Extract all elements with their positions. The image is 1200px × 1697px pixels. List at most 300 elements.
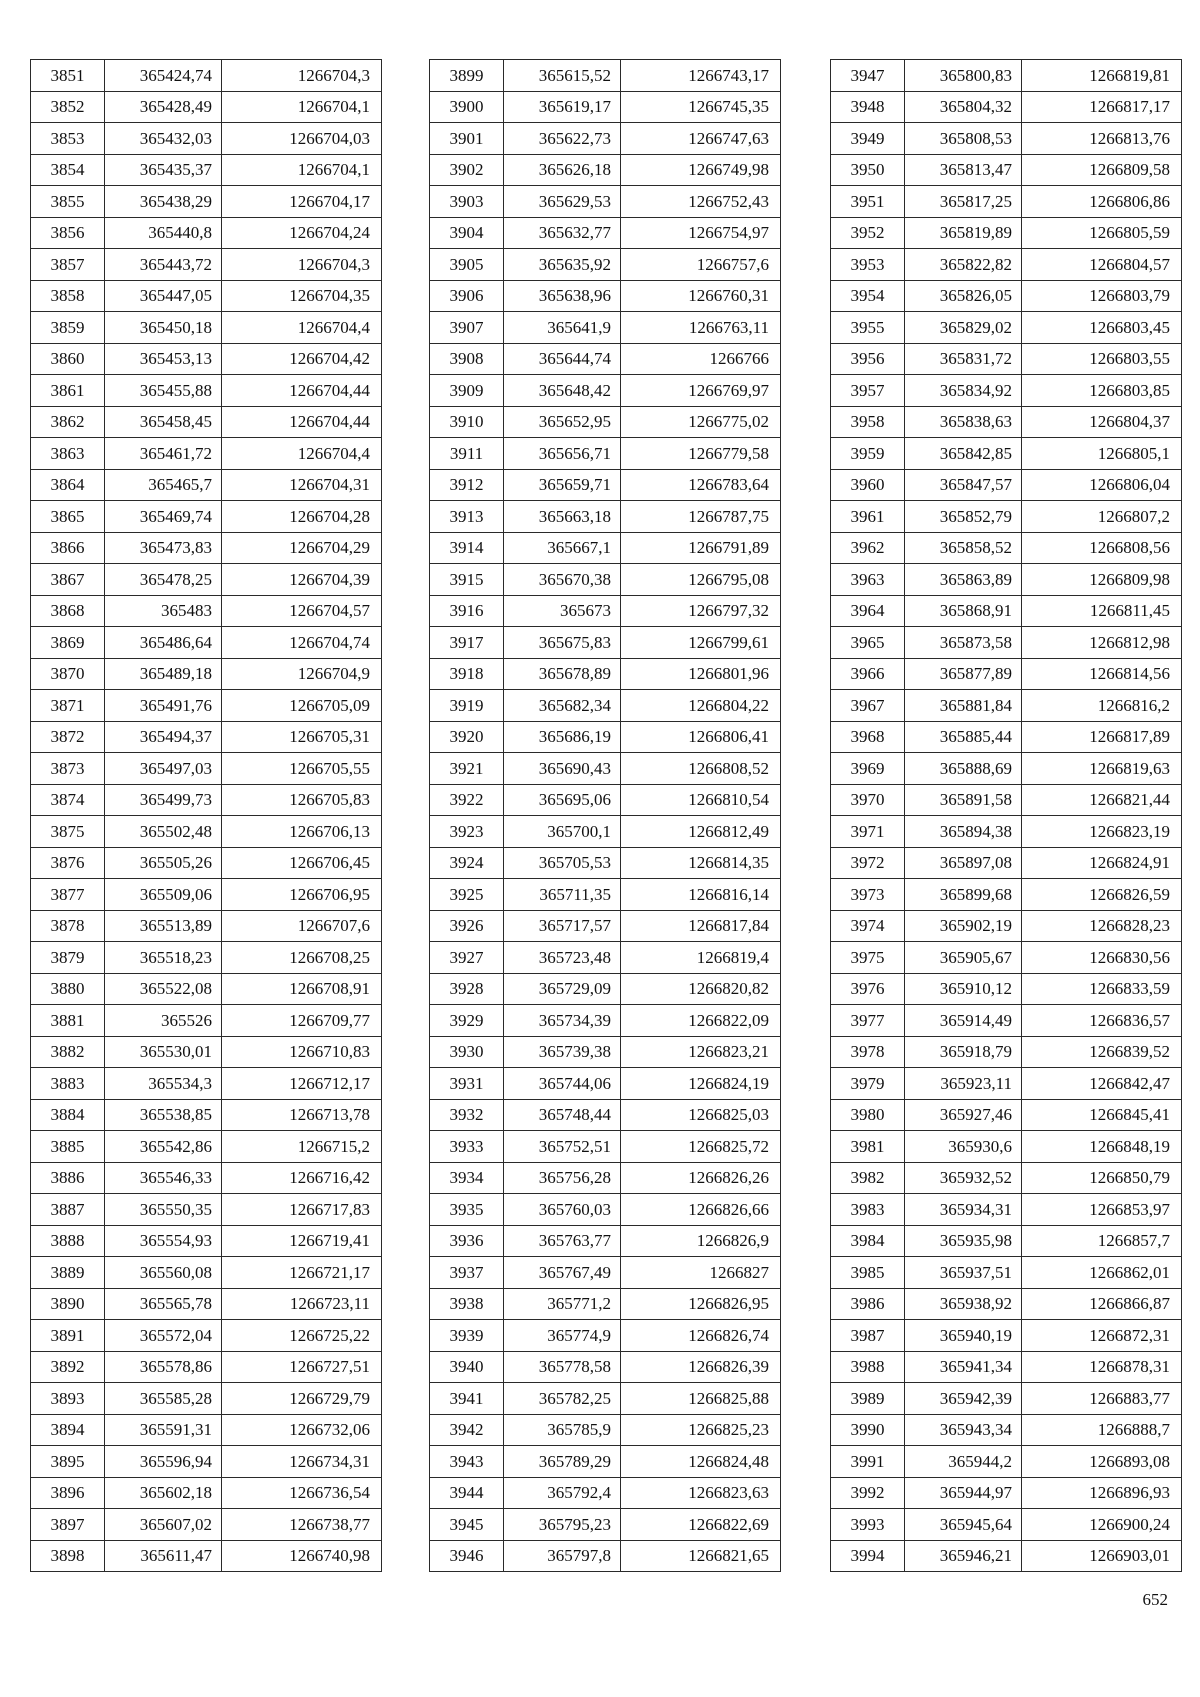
- page-number: 652: [1142, 1590, 1168, 1609]
- point-number-cell: 3868: [31, 595, 105, 627]
- point-number-cell: 3900: [430, 91, 504, 123]
- y-coordinate-cell: 1266803,85: [1022, 375, 1182, 407]
- y-coordinate-cell: 1266704,1: [222, 154, 382, 186]
- table-row: [31, 1477, 382, 1509]
- x-coordinate-cell: 365734,39: [504, 1005, 621, 1037]
- x-coordinate-cell: 365705,53: [504, 847, 621, 879]
- table-row: [31, 658, 382, 690]
- table-row: [430, 406, 781, 438]
- table-row: [831, 375, 1182, 407]
- y-coordinate-cell: 1266803,79: [1022, 280, 1182, 312]
- y-coordinate-cell: 1266729,79: [222, 1383, 382, 1415]
- point-number-cell: 3974: [831, 910, 905, 942]
- x-coordinate-cell: 365522,08: [105, 973, 222, 1005]
- table-row: [31, 501, 382, 533]
- point-number-cell: 3919: [430, 690, 504, 722]
- point-number-cell: 3930: [430, 1036, 504, 1068]
- table-row: [831, 847, 1182, 879]
- table-row: [430, 627, 781, 659]
- point-number-cell: 3887: [31, 1194, 105, 1226]
- table-row: [831, 1068, 1182, 1100]
- table-row: [31, 1509, 382, 1541]
- x-coordinate-cell: 365945,64: [905, 1509, 1022, 1541]
- table-row: [31, 186, 382, 218]
- y-coordinate-cell: 1266812,98: [1022, 627, 1182, 659]
- y-coordinate-cell: 1266704,4: [222, 438, 382, 470]
- y-coordinate-cell: 1266763,11: [621, 312, 781, 344]
- table-row: [831, 312, 1182, 344]
- point-number-cell: 3880: [31, 973, 105, 1005]
- x-coordinate-cell: 365800,83: [905, 60, 1022, 92]
- x-coordinate-cell: 365499,73: [105, 784, 222, 816]
- point-number-cell: 3972: [831, 847, 905, 879]
- y-coordinate-cell: 1266704,3: [222, 60, 382, 92]
- table-row: [831, 1509, 1182, 1541]
- y-coordinate-cell: 1266727,51: [222, 1351, 382, 1383]
- x-coordinate-cell: 365918,79: [905, 1036, 1022, 1068]
- x-coordinate-cell: 365852,79: [905, 501, 1022, 533]
- point-number-cell: 3853: [31, 123, 105, 155]
- x-coordinate-cell: 365675,83: [504, 627, 621, 659]
- table-row: [430, 60, 781, 92]
- y-coordinate-cell: 1266716,42: [222, 1162, 382, 1194]
- y-coordinate-cell: 1266717,83: [222, 1194, 382, 1226]
- y-coordinate-cell: 1266760,31: [621, 280, 781, 312]
- table-row: [831, 1036, 1182, 1068]
- y-coordinate-cell: 1266704,3: [222, 249, 382, 281]
- point-number-cell: 3976: [831, 973, 905, 1005]
- y-coordinate-cell: 1266848,19: [1022, 1131, 1182, 1163]
- point-number-cell: 3896: [31, 1477, 105, 1509]
- table-row: [430, 1194, 781, 1226]
- point-number-cell: 3875: [31, 816, 105, 848]
- table-row: [430, 1099, 781, 1131]
- table-row: [831, 1005, 1182, 1037]
- table-row: [31, 690, 382, 722]
- table-row: [31, 721, 382, 753]
- x-coordinate-cell: 365438,29: [105, 186, 222, 218]
- table-row: [831, 532, 1182, 564]
- table-row: [831, 910, 1182, 942]
- y-coordinate-cell: 1266712,17: [222, 1068, 382, 1100]
- point-number-cell: 3892: [31, 1351, 105, 1383]
- point-number-cell: 3971: [831, 816, 905, 848]
- x-coordinate-cell: 365428,49: [105, 91, 222, 123]
- x-coordinate-cell: 365542,86: [105, 1131, 222, 1163]
- point-number-cell: 3929: [430, 1005, 504, 1037]
- coordinate-table-body: [430, 60, 781, 1572]
- x-coordinate-cell: 365752,51: [504, 1131, 621, 1163]
- table-row: [831, 690, 1182, 722]
- point-number-cell: 3926: [430, 910, 504, 942]
- x-coordinate-cell: 365489,18: [105, 658, 222, 690]
- y-coordinate-cell: 1266705,09: [222, 690, 382, 722]
- point-number-cell: 3947: [831, 60, 905, 92]
- y-coordinate-cell: 1266883,77: [1022, 1383, 1182, 1415]
- table-row: [430, 280, 781, 312]
- y-coordinate-cell: 1266766: [621, 343, 781, 375]
- point-number-cell: 3964: [831, 595, 905, 627]
- x-coordinate-cell: 365927,46: [905, 1099, 1022, 1131]
- table-row: [31, 1320, 382, 1352]
- table-row: [430, 721, 781, 753]
- point-number-cell: 3938: [430, 1288, 504, 1320]
- point-number-cell: 3953: [831, 249, 905, 281]
- y-coordinate-cell: 1266839,52: [1022, 1036, 1182, 1068]
- y-coordinate-cell: 1266808,56: [1022, 532, 1182, 564]
- y-coordinate-cell: 1266817,17: [1022, 91, 1182, 123]
- point-number-cell: 3957: [831, 375, 905, 407]
- x-coordinate-cell: 365914,49: [905, 1005, 1022, 1037]
- point-number-cell: 3980: [831, 1099, 905, 1131]
- x-coordinate-cell: 365930,6: [905, 1131, 1022, 1163]
- x-coordinate-cell: 365899,68: [905, 879, 1022, 911]
- x-coordinate-cell: 365635,92: [504, 249, 621, 281]
- x-coordinate-cell: 365910,12: [905, 973, 1022, 1005]
- x-coordinate-cell: 365935,98: [905, 1225, 1022, 1257]
- y-coordinate-cell: 1266821,65: [621, 1540, 781, 1572]
- y-coordinate-cell: 1266805,1: [1022, 438, 1182, 470]
- y-coordinate-cell: 1266779,58: [621, 438, 781, 470]
- point-number-cell: 3918: [430, 658, 504, 690]
- table-row: [31, 1131, 382, 1163]
- table-row: [31, 1540, 382, 1572]
- y-coordinate-cell: 1266787,75: [621, 501, 781, 533]
- point-number-cell: 3897: [31, 1509, 105, 1541]
- table-row: [831, 469, 1182, 501]
- table-row: [31, 973, 382, 1005]
- point-number-cell: 3922: [430, 784, 504, 816]
- x-coordinate-cell: 365538,85: [105, 1099, 222, 1131]
- x-coordinate-cell: 365937,51: [905, 1257, 1022, 1289]
- point-number-cell: 3927: [430, 942, 504, 974]
- y-coordinate-cell: 1266743,17: [621, 60, 781, 92]
- point-number-cell: 3973: [831, 879, 905, 911]
- y-coordinate-cell: 1266704,44: [222, 375, 382, 407]
- point-number-cell: 3860: [31, 343, 105, 375]
- x-coordinate-cell: 365834,92: [905, 375, 1022, 407]
- point-number-cell: 3928: [430, 973, 504, 1005]
- table-row: [430, 154, 781, 186]
- point-number-cell: 3899: [430, 60, 504, 92]
- y-coordinate-cell: 1266797,32: [621, 595, 781, 627]
- x-coordinate-cell: 365478,25: [105, 564, 222, 596]
- y-coordinate-cell: 1266824,19: [621, 1068, 781, 1100]
- y-coordinate-cell: 1266826,9: [621, 1225, 781, 1257]
- point-number-cell: 3920: [430, 721, 504, 753]
- x-coordinate-cell: 365873,58: [905, 627, 1022, 659]
- x-coordinate-cell: 365453,13: [105, 343, 222, 375]
- x-coordinate-cell: 365942,39: [905, 1383, 1022, 1415]
- point-number-cell: 3923: [430, 816, 504, 848]
- x-coordinate-cell: 365632,77: [504, 217, 621, 249]
- x-coordinate-cell: 365711,35: [504, 879, 621, 911]
- x-coordinate-cell: 365622,73: [504, 123, 621, 155]
- point-number-cell: 3993: [831, 1509, 905, 1541]
- y-coordinate-cell: 1266866,87: [1022, 1288, 1182, 1320]
- y-coordinate-cell: 1266795,08: [621, 564, 781, 596]
- y-coordinate-cell: 1266805,59: [1022, 217, 1182, 249]
- y-coordinate-cell: 1266813,76: [1022, 123, 1182, 155]
- point-number-cell: 3962: [831, 532, 905, 564]
- table-row: [31, 1414, 382, 1446]
- x-coordinate-cell: 365447,05: [105, 280, 222, 312]
- table-row: [430, 186, 781, 218]
- y-coordinate-cell: 1266803,45: [1022, 312, 1182, 344]
- y-coordinate-cell: 1266704,57: [222, 595, 382, 627]
- x-coordinate-cell: 365888,69: [905, 753, 1022, 785]
- y-coordinate-cell: 1266769,97: [621, 375, 781, 407]
- point-number-cell: 3925: [430, 879, 504, 911]
- y-coordinate-cell: 1266806,04: [1022, 469, 1182, 501]
- x-coordinate-cell: 365494,37: [105, 721, 222, 753]
- y-coordinate-cell: 1266807,2: [1022, 501, 1182, 533]
- x-coordinate-cell: 365550,35: [105, 1194, 222, 1226]
- x-coordinate-cell: 365435,37: [105, 154, 222, 186]
- x-coordinate-cell: 365670,38: [504, 564, 621, 596]
- y-coordinate-cell: 1266819,4: [621, 942, 781, 974]
- y-coordinate-cell: 1266826,95: [621, 1288, 781, 1320]
- table-row: [430, 123, 781, 155]
- x-coordinate-cell: 365838,63: [905, 406, 1022, 438]
- point-number-cell: 3874: [31, 784, 105, 816]
- y-coordinate-cell: 1266842,47: [1022, 1068, 1182, 1100]
- y-coordinate-cell: 1266740,98: [222, 1540, 382, 1572]
- table-row: [430, 1509, 781, 1541]
- point-number-cell: 3908: [430, 343, 504, 375]
- y-coordinate-cell: 1266819,81: [1022, 60, 1182, 92]
- y-coordinate-cell: 1266705,55: [222, 753, 382, 785]
- point-number-cell: 3967: [831, 690, 905, 722]
- point-number-cell: 3946: [430, 1540, 504, 1572]
- y-coordinate-cell: 1266819,63: [1022, 753, 1182, 785]
- x-coordinate-cell: 365831,72: [905, 343, 1022, 375]
- point-number-cell: 3944: [430, 1477, 504, 1509]
- table-row: [430, 658, 781, 690]
- x-coordinate-cell: 365700,1: [504, 816, 621, 848]
- y-coordinate-cell: 1266709,77: [222, 1005, 382, 1037]
- coordinate-table-body: [831, 60, 1182, 1572]
- y-coordinate-cell: 1266825,03: [621, 1099, 781, 1131]
- y-coordinate-cell: 1266824,48: [621, 1446, 781, 1478]
- x-coordinate-cell: 365443,72: [105, 249, 222, 281]
- y-coordinate-cell: 1266749,98: [621, 154, 781, 186]
- y-coordinate-cell: 1266708,91: [222, 973, 382, 1005]
- table-row: [430, 343, 781, 375]
- y-coordinate-cell: 1266814,35: [621, 847, 781, 879]
- point-number-cell: 3968: [831, 721, 905, 753]
- point-number-cell: 3956: [831, 343, 905, 375]
- y-coordinate-cell: 1266823,63: [621, 1477, 781, 1509]
- x-coordinate-cell: 365729,09: [504, 973, 621, 1005]
- y-coordinate-cell: 1266826,39: [621, 1351, 781, 1383]
- point-number-cell: 3893: [31, 1383, 105, 1415]
- table-row: [831, 564, 1182, 596]
- point-number-cell: 3884: [31, 1099, 105, 1131]
- table-row: [831, 1099, 1182, 1131]
- y-coordinate-cell: 1266704,29: [222, 532, 382, 564]
- point-number-cell: 3955: [831, 312, 905, 344]
- y-coordinate-cell: 1266826,74: [621, 1320, 781, 1352]
- point-number-cell: 3911: [430, 438, 504, 470]
- point-number-cell: 3978: [831, 1036, 905, 1068]
- table-row: [831, 1225, 1182, 1257]
- y-coordinate-cell: 1266823,21: [621, 1036, 781, 1068]
- point-number-cell: 3894: [31, 1414, 105, 1446]
- point-number-cell: 3873: [31, 753, 105, 785]
- point-number-cell: 3932: [430, 1099, 504, 1131]
- y-coordinate-cell: 1266738,77: [222, 1509, 382, 1541]
- table-row: [831, 942, 1182, 974]
- x-coordinate-cell: 365455,88: [105, 375, 222, 407]
- x-coordinate-cell: 365629,53: [504, 186, 621, 218]
- point-number-cell: 3992: [831, 1477, 905, 1509]
- y-coordinate-cell: 1266826,66: [621, 1194, 781, 1226]
- x-coordinate-cell: 365518,23: [105, 942, 222, 974]
- table-row: [430, 1288, 781, 1320]
- x-coordinate-cell: 365785,9: [504, 1414, 621, 1446]
- table-row: [430, 879, 781, 911]
- point-number-cell: 3909: [430, 375, 504, 407]
- point-number-cell: 3904: [430, 217, 504, 249]
- table-row: [831, 627, 1182, 659]
- table-row: [831, 1257, 1182, 1289]
- table-row: [430, 564, 781, 596]
- table-row: [31, 1005, 382, 1037]
- table-row: [831, 123, 1182, 155]
- x-coordinate-cell: 365858,52: [905, 532, 1022, 564]
- point-number-cell: 3855: [31, 186, 105, 218]
- y-coordinate-cell: 1266775,02: [621, 406, 781, 438]
- y-coordinate-cell: 1266704,1: [222, 91, 382, 123]
- y-coordinate-cell: 1266833,59: [1022, 973, 1182, 1005]
- x-coordinate-cell: 365690,43: [504, 753, 621, 785]
- point-number-cell: 3902: [430, 154, 504, 186]
- x-coordinate-cell: 365905,67: [905, 942, 1022, 974]
- table-row: [31, 406, 382, 438]
- table-row: [430, 942, 781, 974]
- point-number-cell: 3869: [31, 627, 105, 659]
- y-coordinate-cell: 1266857,7: [1022, 1225, 1182, 1257]
- point-number-cell: 3907: [430, 312, 504, 344]
- table-row: [831, 1446, 1182, 1478]
- x-coordinate-cell: 365509,06: [105, 879, 222, 911]
- table-row: [831, 1320, 1182, 1352]
- point-number-cell: 3977: [831, 1005, 905, 1037]
- table-row: [430, 1036, 781, 1068]
- table-row: [430, 910, 781, 942]
- y-coordinate-cell: 1266803,55: [1022, 343, 1182, 375]
- y-coordinate-cell: 1266791,89: [621, 532, 781, 564]
- y-coordinate-cell: 1266830,56: [1022, 942, 1182, 974]
- y-coordinate-cell: 1266745,35: [621, 91, 781, 123]
- table-row: [31, 469, 382, 501]
- x-coordinate-cell: 365615,52: [504, 60, 621, 92]
- y-coordinate-cell: 1266715,2: [222, 1131, 382, 1163]
- x-coordinate-cell: 365461,72: [105, 438, 222, 470]
- y-coordinate-cell: 1266850,79: [1022, 1162, 1182, 1194]
- point-number-cell: 3965: [831, 627, 905, 659]
- x-coordinate-cell: 365483: [105, 595, 222, 627]
- table-row: [430, 312, 781, 344]
- point-number-cell: 3939: [430, 1320, 504, 1352]
- y-coordinate-cell: 1266826,26: [621, 1162, 781, 1194]
- x-coordinate-cell: 365795,23: [504, 1509, 621, 1541]
- y-coordinate-cell: 1266721,17: [222, 1257, 382, 1289]
- point-number-cell: 3940: [430, 1351, 504, 1383]
- table-row: [831, 154, 1182, 186]
- x-coordinate-cell: 365619,17: [504, 91, 621, 123]
- point-number-cell: 3952: [831, 217, 905, 249]
- point-number-cell: 3989: [831, 1383, 905, 1415]
- x-coordinate-cell: 365813,47: [905, 154, 1022, 186]
- y-coordinate-cell: 1266754,97: [621, 217, 781, 249]
- x-coordinate-cell: 365641,9: [504, 312, 621, 344]
- y-coordinate-cell: 1266825,23: [621, 1414, 781, 1446]
- table-row: [430, 501, 781, 533]
- point-number-cell: 3936: [430, 1225, 504, 1257]
- table-row: [430, 249, 781, 281]
- x-coordinate-cell: 365578,86: [105, 1351, 222, 1383]
- point-number-cell: 3867: [31, 564, 105, 596]
- x-coordinate-cell: 365822,82: [905, 249, 1022, 281]
- point-number-cell: 3915: [430, 564, 504, 596]
- x-coordinate-cell: 365458,45: [105, 406, 222, 438]
- point-number-cell: 3913: [430, 501, 504, 533]
- table-row: [31, 753, 382, 785]
- x-coordinate-cell: 365885,44: [905, 721, 1022, 753]
- y-coordinate-cell: 1266825,72: [621, 1131, 781, 1163]
- point-number-cell: 3882: [31, 1036, 105, 1068]
- table-row: [31, 532, 382, 564]
- table-row: [430, 753, 781, 785]
- x-coordinate-cell: 365771,2: [504, 1288, 621, 1320]
- table-row: [31, 942, 382, 974]
- y-coordinate-cell: 1266706,13: [222, 816, 382, 848]
- point-number-cell: 3864: [31, 469, 105, 501]
- y-coordinate-cell: 1266723,11: [222, 1288, 382, 1320]
- y-coordinate-cell: 1266826,59: [1022, 879, 1182, 911]
- x-coordinate-cell: 365767,49: [504, 1257, 621, 1289]
- y-coordinate-cell: 1266704,24: [222, 217, 382, 249]
- point-number-cell: 3858: [31, 280, 105, 312]
- table-row: [31, 343, 382, 375]
- x-coordinate-cell: 365450,18: [105, 312, 222, 344]
- table-row: [31, 123, 382, 155]
- point-number-cell: 3933: [430, 1131, 504, 1163]
- x-coordinate-cell: 365923,11: [905, 1068, 1022, 1100]
- point-number-cell: 3994: [831, 1540, 905, 1572]
- y-coordinate-cell: 1266810,54: [621, 784, 781, 816]
- x-coordinate-cell: 365591,31: [105, 1414, 222, 1446]
- x-coordinate-cell: 365465,7: [105, 469, 222, 501]
- x-coordinate-cell: 365572,04: [105, 1320, 222, 1352]
- point-number-cell: 3891: [31, 1320, 105, 1352]
- y-coordinate-cell: 1266814,56: [1022, 658, 1182, 690]
- y-coordinate-cell: 1266878,31: [1022, 1351, 1182, 1383]
- y-coordinate-cell: 1266708,25: [222, 942, 382, 974]
- y-coordinate-cell: 1266809,98: [1022, 564, 1182, 596]
- point-number-cell: 3981: [831, 1131, 905, 1163]
- point-number-cell: 3958: [831, 406, 905, 438]
- y-coordinate-cell: 1266822,09: [621, 1005, 781, 1037]
- table-row: [430, 1131, 781, 1163]
- x-coordinate-cell: 365686,19: [504, 721, 621, 753]
- table-row: [31, 910, 382, 942]
- x-coordinate-cell: 365717,57: [504, 910, 621, 942]
- x-coordinate-cell: 365897,08: [905, 847, 1022, 879]
- y-coordinate-cell: 1266804,37: [1022, 406, 1182, 438]
